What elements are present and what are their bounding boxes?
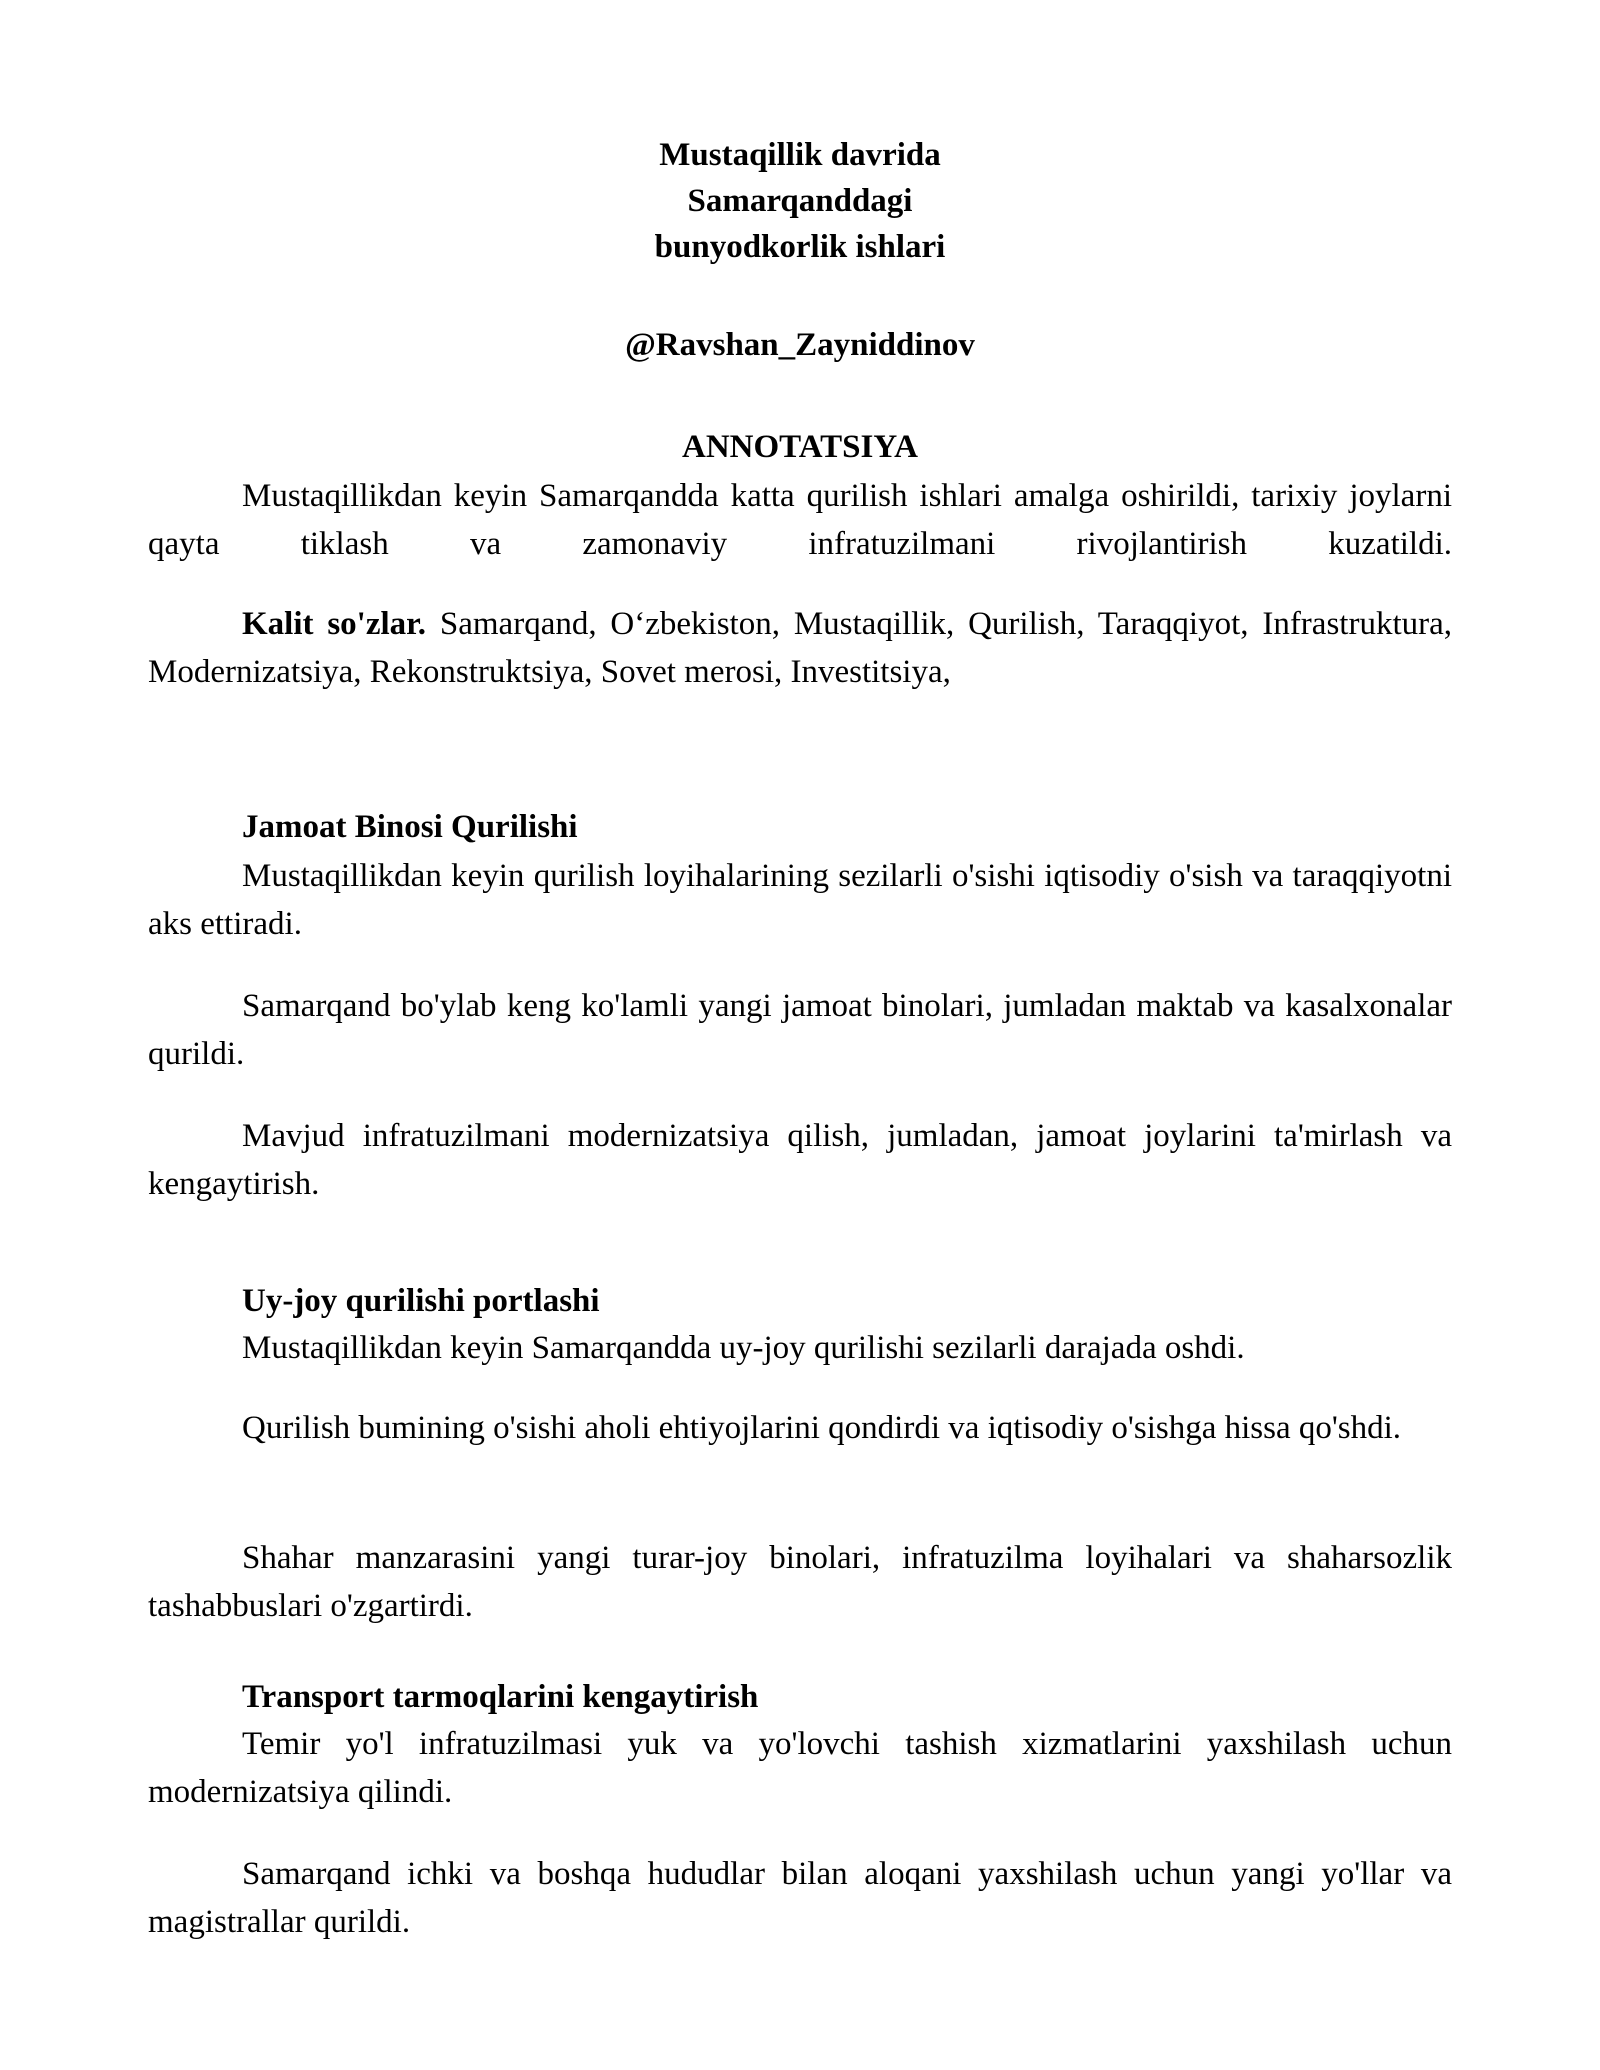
keywords-paragraph <box>148 600 1452 696</box>
section-1-paragraph-2: Samarqand bo'ylab keng ko'lamli yangi jamoat binolari, jumladan maktab va kasalxonalar qurildi. <box>148 988 1452 1072</box>
keywords-list: Samarqand, O‘zbekiston, Mustaqillik, Qurilish, Taraqqiyot, Infrastruktura, Modernizatsiya, Rekonstruktsiya, Sovet merosi, Investitsiya, <box>148 606 1452 690</box>
section-heading-public-buildings: Jamoat Binosi Qurilishi <box>242 809 578 845</box>
annotation-text: Mustaqillikdan keyin Samarqandda katta qurilish ishlari amalga oshirildi, tarixiy joylarni qayta tiklash va zamonaviy infratuzilmani rivojlantirish kuzatildi. <box>148 478 1452 562</box>
author-handle: @Ravshan_Zayniddinov <box>625 327 975 363</box>
section-2-paragraph-3: Shahar manzarasini yangi turar-joy binolari, infratuzilma loyihalari va shaharsozlik tashabbuslari o'zgartirdi. <box>148 1540 1452 1624</box>
section-2-paragraph-1: Mustaqillikdan keyin Samarqandda uy-joy qurilishi sezilarli darajada oshdi. <box>242 1330 1245 1366</box>
section-1-paragraph-1: Mustaqillikdan keyin qurilish loyihalarining sezilarli o'sishi iqtisodiy o'sish va taraqqiyotni aks ettiradi. <box>148 858 1452 942</box>
section-3-paragraph-2: Samarqand ichki va boshqa hududlar bilan aloqani yaxshilash uchun yangi yo'llar va magistrallar qurildi. <box>148 1856 1452 1940</box>
section-1-paragraph-3: Mavjud infratuzilmani modernizatsiya qilish, jumladan, jamoat joylarini ta'mirlash va kengaytirish. <box>148 1118 1452 1202</box>
keywords-label: Kalit so'zlar. <box>242 606 427 642</box>
annotation-heading: ANNOTATSIYA <box>682 429 918 465</box>
section-heading-housing: Uy-joy qurilishi portlashi <box>242 1283 600 1319</box>
section-heading-transport: Transport tarmoqlarini kengaytirish <box>242 1679 759 1715</box>
document-title <box>148 132 1452 270</box>
section-3-paragraph-1: Temir yo'l infratuzilmasi yuk va yo'lovchi tashish xizmatlarini yaxshilash uchun modernizatsiya qilindi. <box>148 1726 1452 1810</box>
title-line-2: Samarqanddagi <box>687 183 913 219</box>
section-2-paragraph-2: Qurilish bumining o'sishi aholi ehtiyojlarini qondirdi va iqtisodiy o'sishga hissa qo'shdi. <box>242 1410 1402 1446</box>
title-line-3: bunyodkorlik ishlari <box>654 229 946 265</box>
title-line-1: Mustaqillik davrida <box>659 137 941 173</box>
